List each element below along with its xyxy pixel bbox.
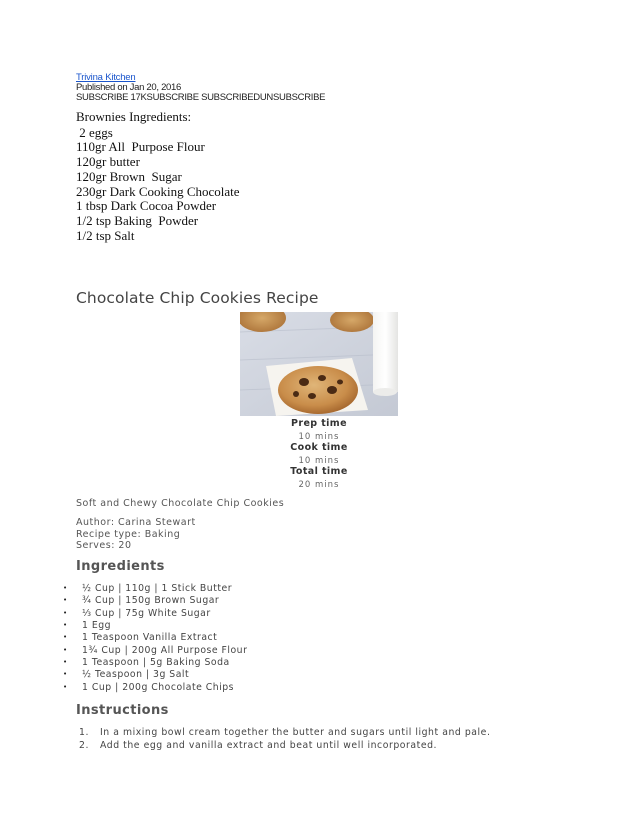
cookie-photo — [240, 312, 398, 416]
brownies-ingredient: 120gr Brown Sugar — [76, 168, 182, 184]
recipe-author: Author: Carina Stewart — [76, 517, 196, 528]
ingredient-text: 1 Egg — [82, 620, 112, 632]
bullet-icon: • — [63, 682, 68, 691]
bullet-icon: • — [63, 584, 68, 592]
cook-time — [260, 442, 378, 466]
ingredient-text: 1 Teaspoon Vanilla Extract — [82, 632, 218, 644]
bullet-icon: • — [63, 633, 68, 642]
brownies-ingredient: 1/2 tsp Baking Powder — [76, 212, 199, 228]
ingredient-text: 1¾ Cup | 200g All Purpose Flour — [82, 644, 248, 656]
bullet-icon: • — [63, 645, 68, 654]
bullet-icon: • — [63, 670, 68, 679]
brownies-ingredient: 120gr butter — [76, 154, 140, 170]
brownies-ingredient: 1 tbsp Dark Cocoa Powder — [76, 198, 217, 214]
brownies-ingredient: 110gr All Purpose Flour — [76, 139, 205, 155]
ingredient-text: ¾ Cup | 150g Brown Sugar — [82, 595, 220, 607]
brownies-ingredients — [76, 110, 240, 243]
bullet-icon: • — [63, 658, 68, 667]
brownies-title: Brownies Ingredients: — [76, 109, 192, 124]
cook-time-label: Cook time — [290, 442, 348, 453]
step-text: In a mixing bowl cream together the butter and sugars until light and pale. — [100, 727, 491, 738]
cook-time-value: 10 mins — [298, 456, 340, 466]
ingredient-text: 1 Cup | 200g Chocolate Chips — [82, 681, 234, 693]
bullet-icon: • — [63, 596, 68, 605]
bullet-icon: • — [63, 621, 68, 630]
ingredient-text: 1 Teaspoon | 5g Baking Soda — [82, 657, 230, 669]
step-number: 1. — [79, 727, 89, 738]
step-text: Add the egg and vanilla extract and beat until well incorporated. — [100, 739, 438, 751]
ingredient-text: ½ Teaspoon | 3g Salt — [82, 669, 190, 681]
brownies-ingredient: 1/2 tsp Salt — [76, 227, 135, 243]
recipe-meta — [76, 517, 196, 552]
ingredient-text: ⅓ Cup | 75g White Sugar — [82, 607, 211, 619]
bullet-icon: • — [63, 608, 68, 617]
ingredients-heading: Ingredients — [76, 559, 165, 574]
total-time — [260, 466, 378, 490]
prep-time-value: 10 mins — [298, 432, 340, 442]
channel-link[interactable]: Trivina Kitchen — [76, 72, 136, 83]
brownies-ingredient: 2 eggs — [76, 124, 113, 140]
recipe-serves: Serves: 20 — [76, 540, 132, 551]
recipe-description: Soft and Chewy Chocolate Chip Cookies — [76, 498, 285, 509]
recipe-title: Chocolate Chip Cookies Recipe — [76, 289, 319, 307]
subscribe-text: SUBSCRIBE 17KSUBSCRIBE SUBSCRIBEDUNSUBSCRIBE — [76, 92, 326, 103]
prep-time — [260, 418, 378, 442]
total-time-value: 20 mins — [298, 480, 340, 490]
recipe-type: Recipe type: Baking — [76, 528, 181, 540]
total-time-label: Total time — [290, 466, 348, 477]
step-number: 2. — [79, 739, 89, 751]
brownies-ingredient: 230gr Dark Cooking Chocolate — [76, 183, 240, 199]
instructions-heading: Instructions — [76, 703, 169, 718]
prep-time-label: Prep time — [291, 418, 347, 429]
published-date: Published on Jan 20, 2016 — [76, 82, 182, 93]
ingredient-text: ½ Cup | 110g | 1 Stick Butter — [82, 583, 233, 594]
